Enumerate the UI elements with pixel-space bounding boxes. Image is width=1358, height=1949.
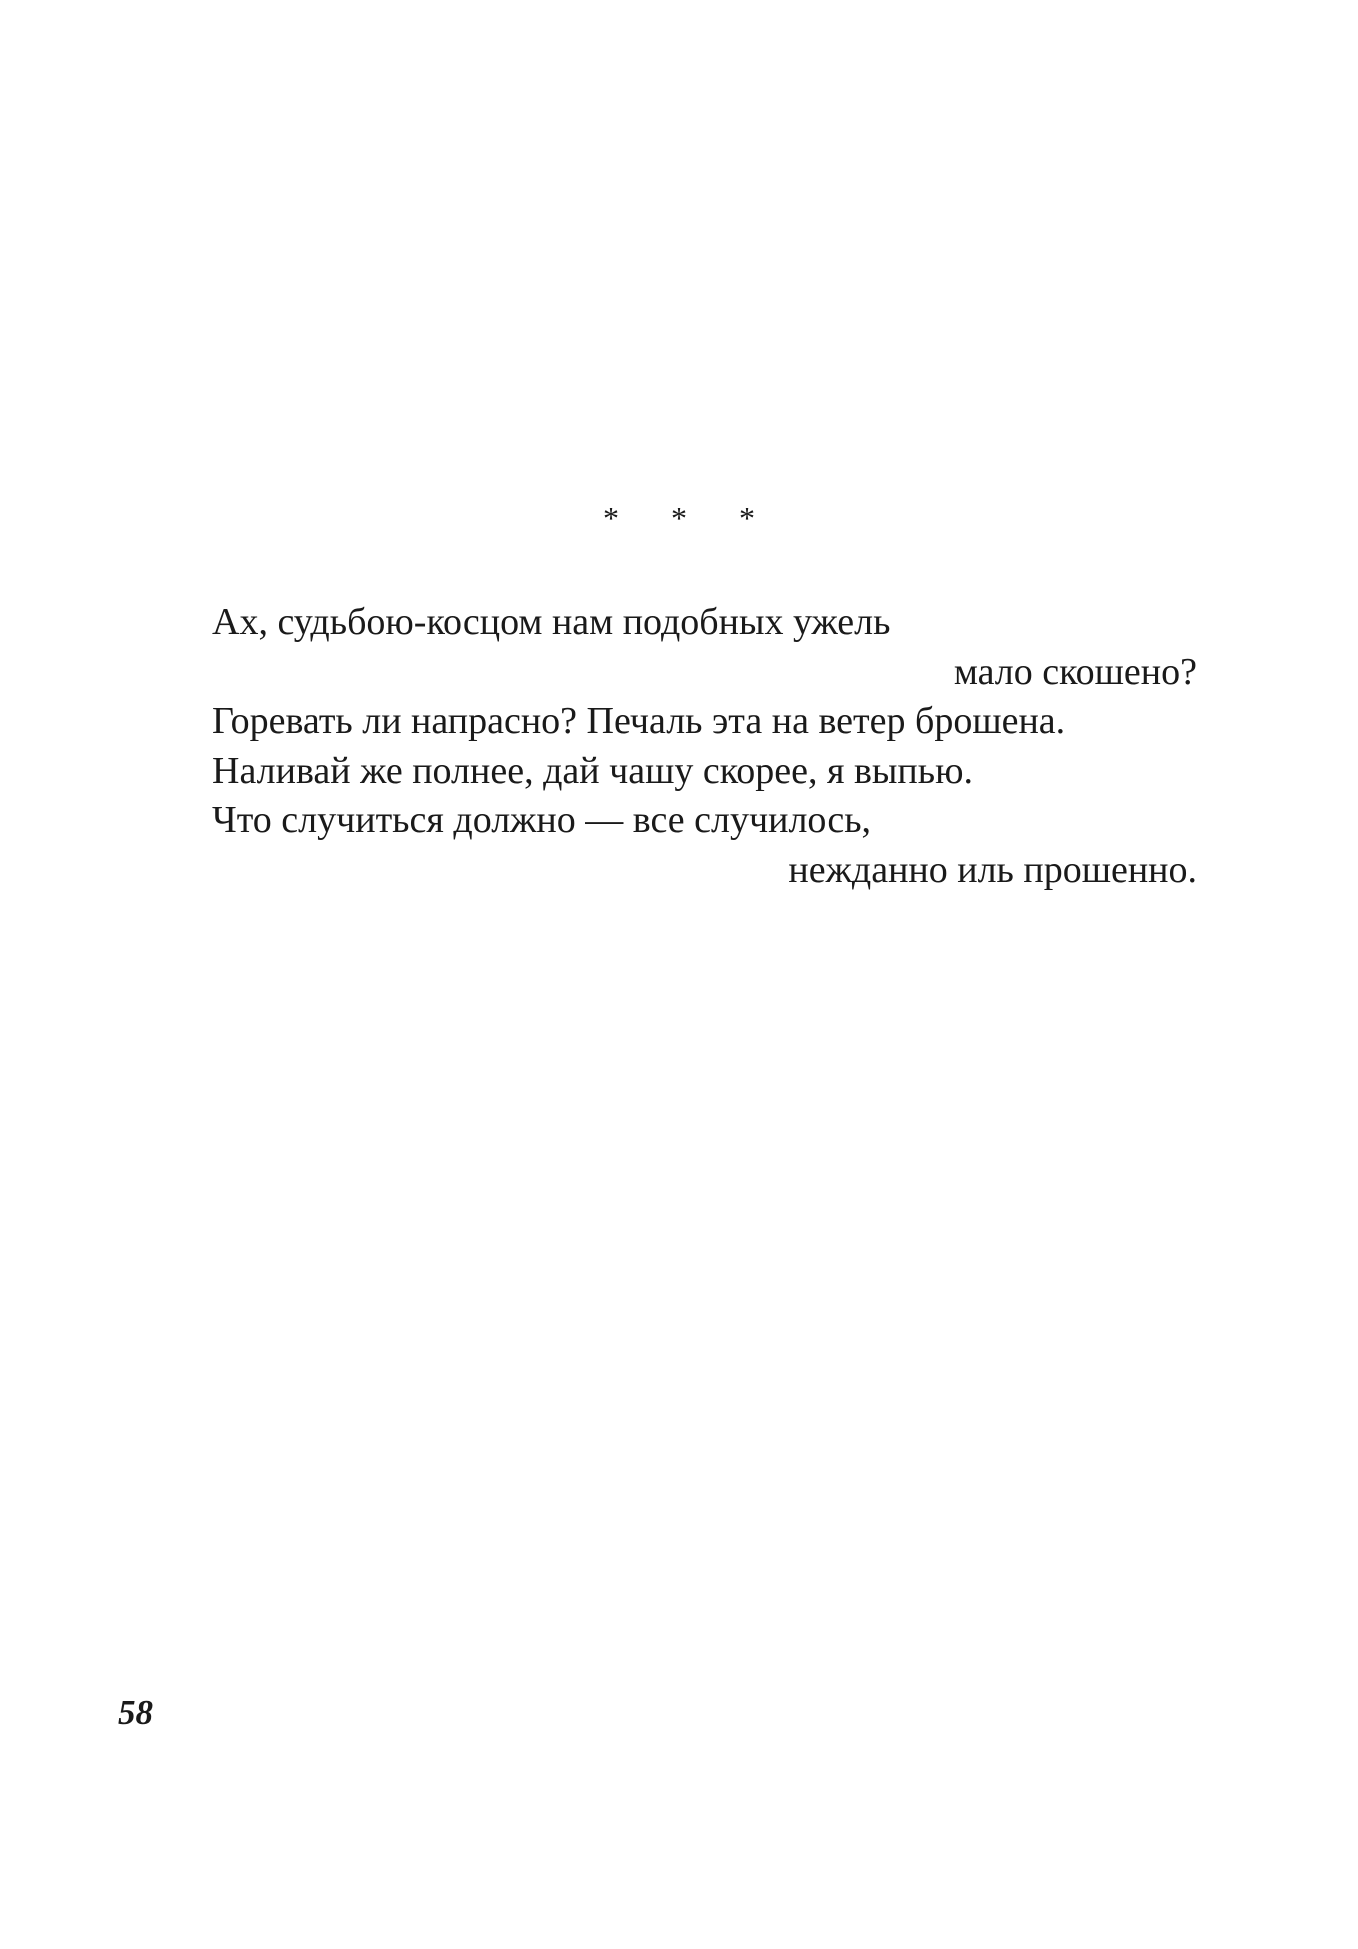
page-number: 58 (118, 1693, 153, 1732)
section-separator: * * * (603, 500, 777, 536)
poem-line-continuation: нежданно иль прошенно. (788, 848, 1197, 891)
poem-stanza (212, 598, 1197, 895)
poem-line: Наливай же полнее, дай чашу скорее, я выпью. (212, 749, 973, 792)
poem-line: Что случиться должно — все случилось, (212, 799, 872, 841)
poem-line: Горевать ли напрасно? Печаль эта на ветер брошена. (212, 700, 1066, 742)
poem-line: Ах, судьбою-косцом нам подобных ужель (212, 601, 891, 643)
poem-line-continuation: мало скошено? (953, 650, 1197, 693)
